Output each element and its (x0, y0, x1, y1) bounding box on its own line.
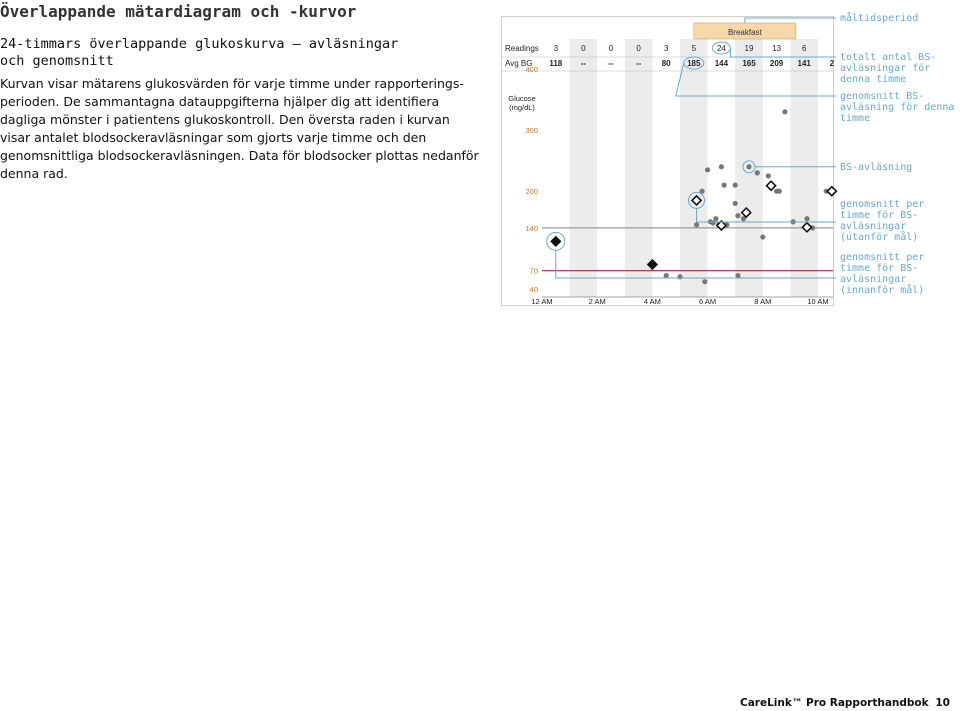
bg-reading-dot (713, 216, 718, 221)
bg-reading-dot (705, 167, 710, 172)
x-tick-label: 6 AM (699, 297, 717, 306)
description-paragraph: Kurvan visar mätarens glukosvärden för varje timme under rapporterings-perioden. De sammantagna datauppgifterna hjälper dig att identifiera dagliga mönster i patientens glukoskontroll. Den översta raden i kurvan visar antalet blodsockeravläsningar som gjorts varje timme och den genomsnittliga blodsockeravläsningen. Data för blodsocker plottas nedanför denna rad. (0, 76, 479, 181)
hour-stripe (570, 39, 598, 297)
avg-bg-cell: 209 (769, 59, 784, 68)
avg-bg-cell: -- (580, 59, 587, 68)
readings-row-label: Readings (505, 44, 539, 53)
callout-total-readings: totalt antal BS-avläsningar för denna timme (840, 52, 937, 85)
hourly-avg-outside-target-marker (827, 187, 836, 196)
hourly-avg-outside-target-marker (767, 181, 776, 190)
avg-bg-cell: -- (635, 59, 642, 68)
y-tick-label: 70 (529, 266, 538, 276)
x-tick-label: 12 AM (531, 297, 553, 306)
readings-count-cell: 5 (691, 44, 697, 53)
x-tick-label: 2 AM (588, 297, 606, 306)
bg-reading-dot (804, 216, 809, 221)
readings-count-cell: 0 (581, 44, 586, 53)
avg-bg-cell: -- (608, 59, 614, 68)
avg-bg-row-label: Avg BG (505, 59, 533, 68)
hour-stripe (625, 39, 653, 297)
y-tick-label: 200 (525, 187, 538, 197)
bg-reading-dot (760, 234, 765, 239)
x-tick-label: 4 AM (643, 297, 661, 306)
readings-count-cell: 0 (636, 44, 641, 53)
bg-reading-dot (755, 170, 760, 175)
footer-page-number: 10 (935, 697, 950, 709)
readings-count-cell: 19 (744, 44, 754, 53)
readings-count-cell: 13 (772, 44, 782, 53)
bg-reading-dot (777, 189, 782, 194)
y-axis-label-line1: Glucose (508, 94, 536, 103)
bg-reading-dot (791, 219, 796, 224)
hour-stripe (680, 39, 708, 297)
avg-bg-cell: 165 (742, 59, 756, 68)
avg-bg-cell: 141 (797, 59, 811, 68)
avg-bg-cell: 118 (549, 59, 563, 68)
overlay-glucose-chart (501, 16, 834, 306)
readings-count-cell: 24 (716, 44, 726, 53)
page-footer (740, 697, 950, 709)
bg-reading-dot (746, 164, 751, 169)
y-axis-label-line2: (mg/dL) (509, 103, 535, 112)
x-tick-label: 8 AM (754, 297, 772, 306)
hourly-avg-inside-target-marker (551, 237, 560, 246)
chart-svg (502, 17, 833, 305)
y-tick-label: 400 (525, 65, 538, 74)
callout-avg-in-target: genomsnitt per timme för BS-avläsningar (innanför mål) (840, 252, 925, 296)
bg-reading-dot (735, 273, 740, 278)
footer-brand: CareLink™ Pro Rapporthandbok (740, 697, 929, 709)
meal-period-label: Breakfast (727, 28, 762, 37)
bg-reading-dot (735, 213, 740, 218)
avg-bg-cell: 144 (714, 59, 729, 68)
bg-reading-dot (766, 173, 771, 178)
x-tick-label: 10 AM (807, 297, 829, 306)
callout-avg-bg: genomsnitt BS-avläsning för denna timme (840, 91, 955, 124)
bg-reading-dot (694, 222, 699, 227)
bg-reading-dot (702, 279, 707, 284)
bg-reading-dot (719, 164, 724, 169)
section-subtitle: 24-timmars överlappande glukoskurva – avläsningar och genomsnitt (0, 36, 399, 69)
avg-bg-cell: 185 (687, 59, 701, 68)
avg-bg-cell: 80 (661, 59, 671, 68)
callout-meal-period: måltidsperiod (840, 13, 919, 24)
bg-reading-dot (733, 183, 738, 188)
callout-bg-reading: BS-avläsning (840, 162, 913, 173)
bg-reading-dot (722, 183, 727, 188)
readings-count-cell: 0 (608, 44, 614, 53)
bg-reading-dot (664, 273, 669, 278)
readings-count-cell: 6 (801, 44, 807, 53)
readings-count-cell: 3 (663, 44, 669, 53)
y-tick-label: 40 (529, 285, 538, 294)
page-title: Överlappande mätardiagram och -kurvor (0, 2, 357, 21)
bg-reading-dot (677, 274, 682, 279)
y-tick-label: 300 (525, 126, 538, 136)
bg-reading-dot (733, 201, 738, 206)
bg-reading-dot (711, 220, 716, 225)
callout-avg-out-target: genomsnitt per timme för BS-avläsningar (utanför mål) (840, 199, 925, 243)
y-tick-label: 140 (525, 223, 538, 233)
readings-count-cell: 3 (553, 44, 559, 53)
hour-stripe (790, 39, 818, 297)
bg-reading-dot (782, 109, 787, 114)
avg-bg-cell: 2 (829, 59, 835, 68)
